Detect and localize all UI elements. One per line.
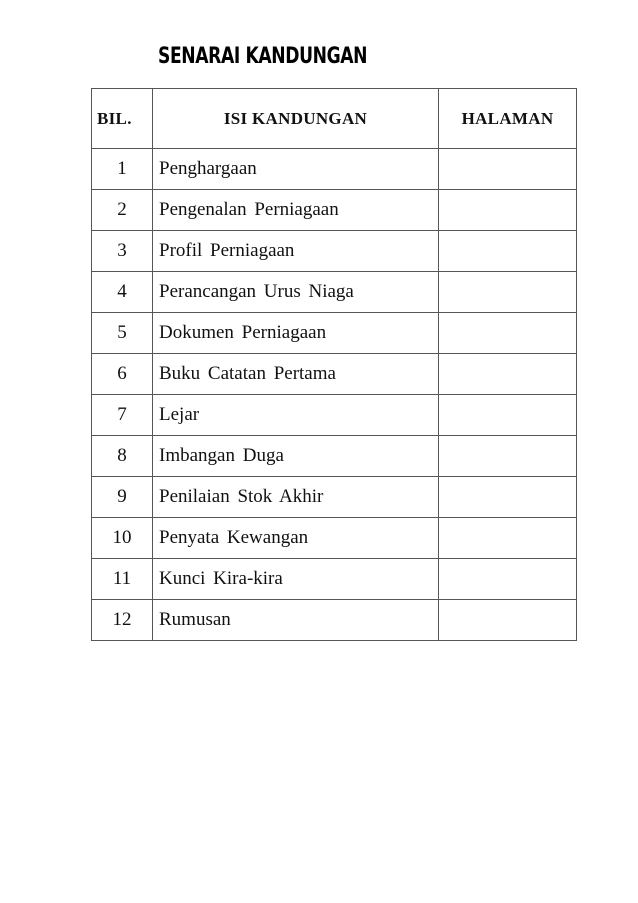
row-page: [439, 272, 577, 313]
row-content: Penilaian Stok Akhir: [153, 477, 439, 518]
row-page: [439, 477, 577, 518]
row-page: [439, 190, 577, 231]
row-number: 11: [92, 559, 153, 600]
table-header-row: [92, 89, 577, 149]
table-row: [92, 518, 577, 559]
row-page: [439, 436, 577, 477]
row-number: 3: [92, 231, 153, 272]
row-number: 7: [92, 395, 153, 436]
table-row: [92, 477, 577, 518]
table-row: [92, 600, 577, 641]
table-row: [92, 354, 577, 395]
contents-table: [91, 88, 577, 641]
row-content: Dokumen Perniagaan: [153, 313, 439, 354]
row-page: [439, 600, 577, 641]
table-row: [92, 436, 577, 477]
row-number: 2: [92, 190, 153, 231]
row-content: Perancangan Urus Niaga: [153, 272, 439, 313]
row-number: 4: [92, 272, 153, 313]
row-content: Pengenalan Perniagaan: [153, 190, 439, 231]
table-row: [92, 395, 577, 436]
row-number: 5: [92, 313, 153, 354]
table-row: [92, 231, 577, 272]
table-row: [92, 559, 577, 600]
row-number: 12: [92, 600, 153, 641]
row-content: Rumusan: [153, 600, 439, 641]
row-page: [439, 149, 577, 190]
row-number: 8: [92, 436, 153, 477]
table-row: [92, 313, 577, 354]
row-page: [439, 231, 577, 272]
row-content: Buku Catatan Pertama: [153, 354, 439, 395]
row-number: 1: [92, 149, 153, 190]
row-page: [439, 313, 577, 354]
row-page: [439, 354, 577, 395]
row-page: [439, 559, 577, 600]
row-number: 10: [92, 518, 153, 559]
row-content: Penghargaan: [153, 149, 439, 190]
row-page: [439, 518, 577, 559]
table-row: [92, 190, 577, 231]
row-content: Penyata Kewangan: [153, 518, 439, 559]
header-halaman: HALAMAN: [439, 89, 577, 149]
row-content: Profil Perniagaan: [153, 231, 439, 272]
table-row: [92, 149, 577, 190]
row-content: Lejar: [153, 395, 439, 436]
row-number: 9: [92, 477, 153, 518]
table-row: [92, 272, 577, 313]
header-isi-kandungan: ISI KANDUNGAN: [153, 89, 439, 149]
page-title: SENARAI KANDUNGAN: [158, 44, 368, 69]
row-content: Imbangan Duga: [153, 436, 439, 477]
row-content: Kunci Kira-kira: [153, 559, 439, 600]
header-bil: BIL.: [92, 89, 153, 149]
row-number: 6: [92, 354, 153, 395]
row-page: [439, 395, 577, 436]
